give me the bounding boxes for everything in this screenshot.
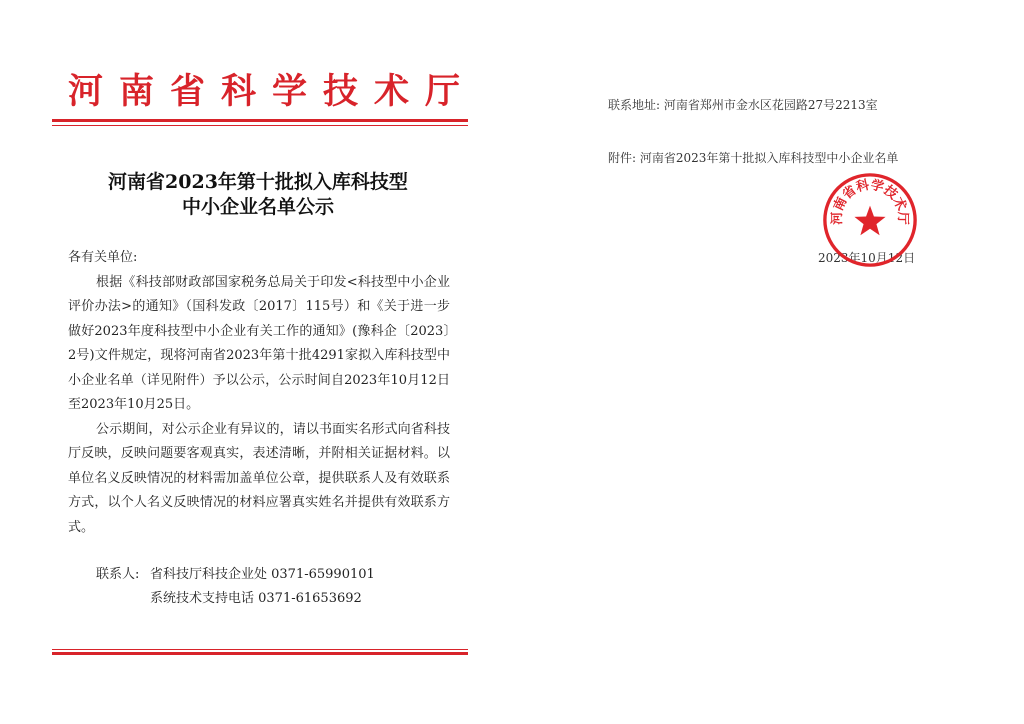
- footer-rule-thin: [52, 649, 468, 650]
- header-rule-thin: [52, 125, 468, 126]
- contact-address: 联系地址: 河南省郑州市金水区花园路27号2213室: [608, 98, 878, 112]
- official-seal-icon: [822, 172, 918, 268]
- document-title-line1: 河南省2023年第十批拟入库科技型: [108, 171, 408, 193]
- seal-text: 河南省科学技术厅: [830, 177, 910, 225]
- paragraph-1: 根据《科技部财政部国家税务总局关于印发<科技型中小企业评价办法>的通知》（国科发政〔2017〕115号）和《关于进一步做好2023年度科技型中小企业有关工作的通知》(豫科企〔2023〕2号)文件规定，现将河南省2023年第十批4291家拟入库科技型中小企业名单（详见附件）予以公示，公示时间自2023年10月12日至2023年10月25日。: [68, 274, 450, 412]
- contact-line-1: 省科技厅科技企业处 0371-65990101: [150, 567, 375, 582]
- attachment-note: 附件: 河南省2023年第十批拟入库科技型中小企业名单: [608, 151, 899, 165]
- footer-rule-thick: [52, 652, 468, 655]
- contact-line-2: 系统技术支持电话 0371-61653692: [150, 591, 362, 606]
- header-rule-thick: [52, 119, 468, 122]
- org-name-header: 河南省科学技术厅: [68, 71, 477, 112]
- document-date: 2023年10月12日: [818, 251, 916, 265]
- salutation: 各有关单位:: [68, 250, 138, 265]
- document-title-line2: 中小企业名单公示: [181, 196, 334, 218]
- document-body: [68, 246, 450, 540]
- paragraph-2: 公示期间，对公示企业有异议的，请以书面实名形式向省科技厅反映，反映问题要客观真实，表述清晰，并附相关证据材料。以单位名义反映情况的材料需加盖单位公章，提供联系人及有效联系方式，以个人名义反映情况的材料应署真实姓名并提供有效联系方式。: [68, 421, 450, 535]
- contact-label: 联系人:: [96, 567, 140, 582]
